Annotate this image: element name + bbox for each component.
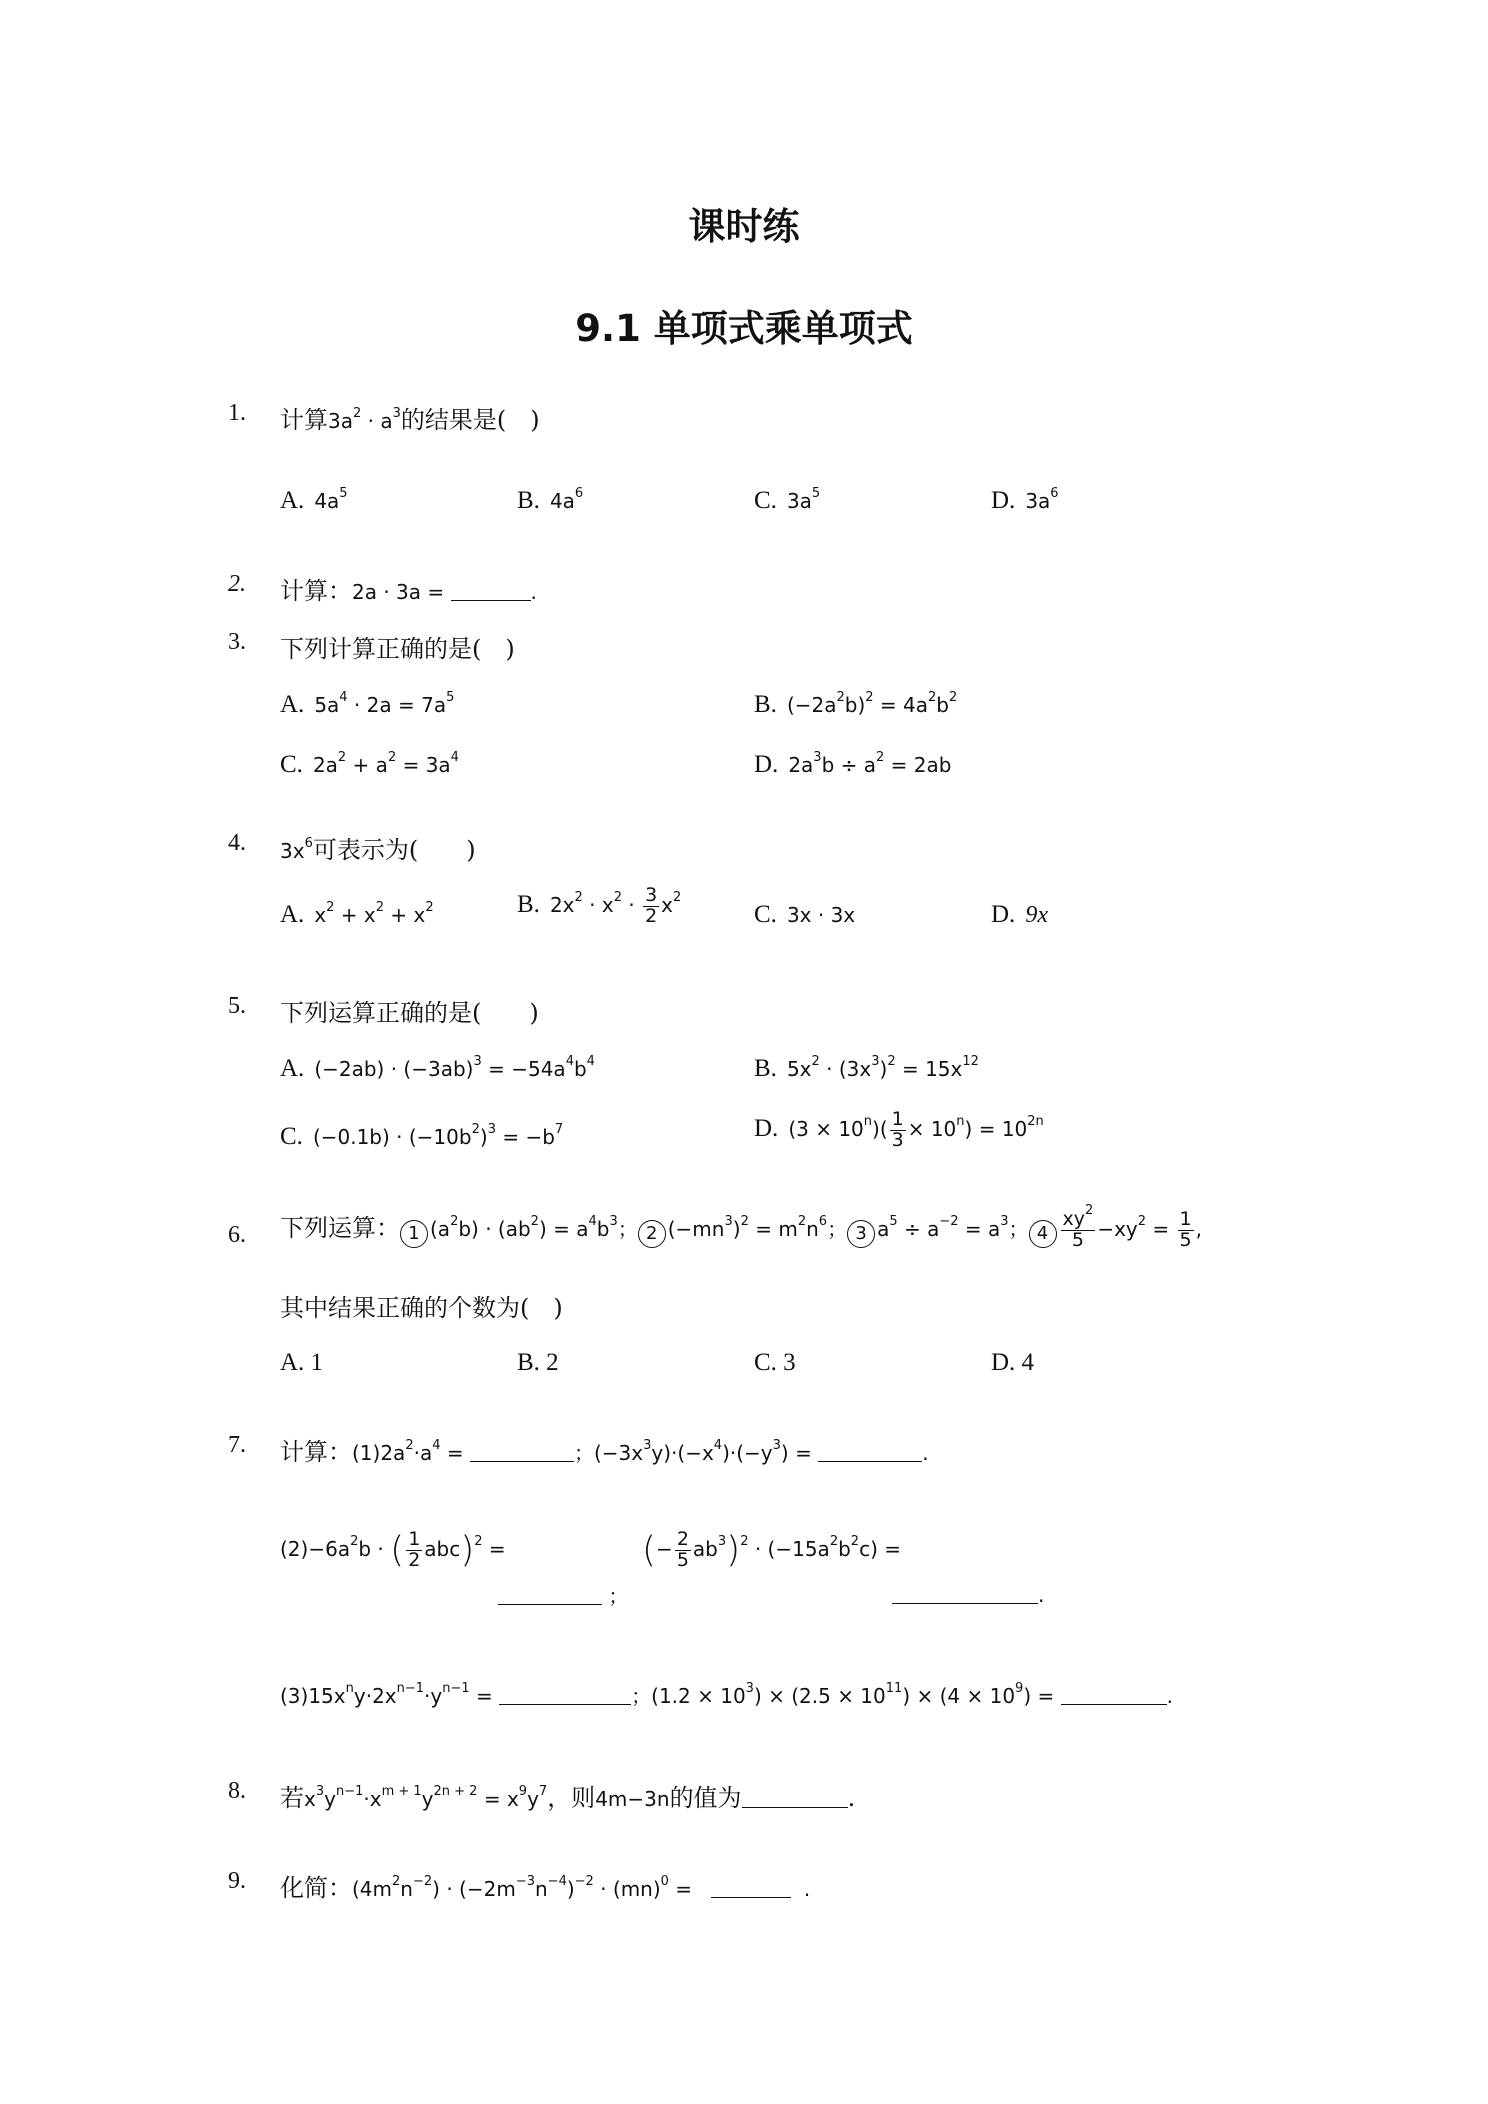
worksheet-page: 课时练 9.1 单项式乘单项式 1. 计算$3a^2 \cdot a^3$的结果是( ) A. $4a^5$ B. $4a^6$ C. $3a^5$ D. $3a^6$ 2. 计算：2a · 3a = . 3. 下列计算正确的是( ) A. $5a^4 \cdot 2a = 7a^5$ B. $(-2a^2b)^2 = 4a^2b^2$ C. $2a^2 + a^2 = 3a^4$ D. $2a^3b \div a^2 = 2ab$ 4. $3x^6$可表示为( ) A. $x^2 + x^2 + x^2$ B. $2x^2 \cdot x^2$ · $\frac{3}{2}$ $x^2$ C. 3x · 3x D. 9x 5. 下列运算正确的是( ) A. $(-2ab) \cdot (-3ab)^3 = -54a^4b^4$ B. $5x^2 \cdot (3x^3)^2 = 15x^{12}$ C. $(-0.1b) \cdot (-10b^2)^3 = -b^7$ D. $(3 \times 10^n)$( $\frac{1}{3}$ × $10^n) = 10^{2n}$ 6. 下列运算： 1 $(a^2b) \cdot (ab^2) = a^4b^3$； 2 $(-mn^3)^2 = m^2n^6$； 3 $a^5 \div a^{-2} = a^3$； 4 $\frac{xy^2}{5}$ $-xy^2$ = $\frac{1}{5}$ , 其中结果正确的个数为( ) A. 1 B. 2 C. 3 D. 4 7. 计算：$(1)2a^2\cdot a^4$ = ；$(-3x^3y)\cdot(-x^4)\cdot(-y^3)$ = . $(2)-6a^2b$ · ( $\frac{1}{2}$ abc)$^2$ = ； (− $\frac{2}{5}$ $ab^3)^2 \cdot (-15a^2b^2c)$ = . $(3)15x^ny\cdot 2x^{n-1}\cdot y^{n-1}$ = ；$(1.2 \times 10^3) \times (2.5 \times 10^{11}) \times (4 \times 10^9)$ = . 8. 若$x^3y^{n-1}\cdot x^{m + 1}y^{2n + 2} = x^9y^7$，则4m−3n的值为 . 9. 化简：$(4m^2n^{-2}) \cdot (-2m^{-3}n^{-4})^{-2} \cdot (mn)^0$ = . (0, 0, 1488, 2104)
question-number: 3. (228, 629, 246, 655)
question-7-part-3: $(3)15x^ny\cdot 2x^{n-1}\cdot y^{n-1}$ = ；$(1.2 \times 10^3) \times (2.5 \times 10^{11}) \times (4 \times 10^9)$ = . (280, 1681, 1173, 1708)
page-subtitle: 9.1 单项式乘单项式 (575, 307, 913, 350)
question-number: 1. (228, 400, 246, 426)
question-number: 5. (228, 993, 246, 1019)
question-7-part-2-blank-2: . (892, 1580, 1044, 1608)
option-c[interactable]: C. $2a^2 + a^2 = 3a^4$ (280, 750, 459, 778)
option-a[interactable]: A. $x^2 + x^2 + x^2$ (280, 900, 434, 928)
option-b[interactable]: B. $(-2a^2b)^2 = 4a^2b^2$ (754, 690, 958, 718)
answer-blank[interactable] (892, 1583, 1038, 1604)
option-d[interactable]: D. 9x (991, 901, 1048, 928)
answer-blank[interactable] (470, 1441, 574, 1462)
option-b[interactable]: B. $4a^6$ (517, 486, 584, 514)
option-c[interactable]: C. $3a^5$ (754, 486, 821, 514)
option-d[interactable]: D. 4 (991, 1349, 1035, 1376)
question-stem: $3x^6$可表示为( ) (280, 836, 476, 864)
question-number: 4. (228, 830, 246, 856)
question-number: 8. (228, 1778, 246, 1804)
option-a[interactable]: A. $4a^5$ (280, 486, 348, 514)
option-a[interactable]: A. $5a^4 \cdot 2a = 7a^5$ (280, 690, 455, 718)
question-number: 9. (228, 1868, 246, 1894)
answer-blank[interactable] (711, 1877, 791, 1898)
question-number: 2. (228, 571, 246, 597)
option-d[interactable]: D. $(3 \times 10^n)$( $\frac{1}{3}$ × $10^n) = 10^{2n}$ (754, 1108, 1044, 1151)
option-b[interactable]: B. 2 (517, 1349, 559, 1376)
answer-blank[interactable] (499, 1684, 631, 1705)
answer-blank[interactable] (498, 1584, 602, 1605)
question-number: 6. (228, 1222, 246, 1248)
option-b[interactable]: B. $2x^2 \cdot x^2$ · $\frac{3}{2}$ $x^2$ (517, 884, 682, 927)
question-stem: 计算$3a^2 \cdot a^3$的结果是( ) (280, 406, 540, 434)
question-7-part-2b: (− $\frac{2}{5}$ $ab^3)^2 \cdot (-15a^2b^2c)$ = (642, 1528, 901, 1571)
option-d[interactable]: D. $3a^6$ (991, 486, 1059, 514)
page-title: 课时练 (688, 205, 800, 248)
option-b[interactable]: B. $5x^2 \cdot (3x^3)^2 = 15x^{12}$ (754, 1054, 979, 1082)
answer-blank[interactable] (1061, 1684, 1167, 1705)
option-a[interactable]: A. $(-2ab) \cdot (-3ab)^3 = -54a^4b^4$ (280, 1054, 595, 1082)
option-c[interactable]: C. 3x · 3x (754, 901, 856, 928)
question-7-part-2: $(2)-6a^2b$ · ( $\frac{1}{2}$ abc)$^2$ = (280, 1528, 506, 1571)
question-stem: 化简：$(4m^2n^{-2}) \cdot (-2m^{-3}n^{-4})^{-2} \cdot (mn)^0$ = . (280, 1874, 811, 1902)
question-number: 7. (228, 1432, 246, 1458)
answer-blank[interactable] (818, 1441, 922, 1462)
option-a[interactable]: A. 1 (280, 1349, 324, 1376)
question-stem: 下列运算： 1 $(a^2b) \cdot (ab^2) = a^4b^3$； 2 $(-mn^3)^2 = m^2n^6$； 3 $a^5 \div a^{-2} = a^3$； 4 $\frac{xy^2}{5}$ $-xy^2$ = $\frac{1}{5}$ , (280, 1203, 1202, 1251)
question-stem: 下列计算正确的是( ) (280, 635, 515, 663)
option-c[interactable]: C. 3 (754, 1349, 796, 1376)
question-7-part-2-blank-1: ； (498, 1580, 628, 1609)
question-stem: 若$x^3y^{n-1}\cdot x^{m + 1}y^{2n + 2} = x^9y^7$，则4m−3n的值为 . (280, 1784, 856, 1812)
option-c[interactable]: C. $(-0.1b) \cdot (-10b^2)^3 = -b^7$ (280, 1122, 564, 1150)
answer-blank[interactable] (742, 1787, 848, 1808)
question-stem: 下列运算正确的是( ) (280, 999, 539, 1027)
question-stem: 计算：$(1)2a^2\cdot a^4$ = ；$(-3x^3y)\cdot(-x^4)\cdot(-y^3)$ = . (280, 1438, 929, 1466)
question-stem: 计算：2a · 3a = . (280, 577, 537, 605)
option-d[interactable]: D. $2a^3b \div a^2 = 2ab$ (754, 750, 952, 778)
